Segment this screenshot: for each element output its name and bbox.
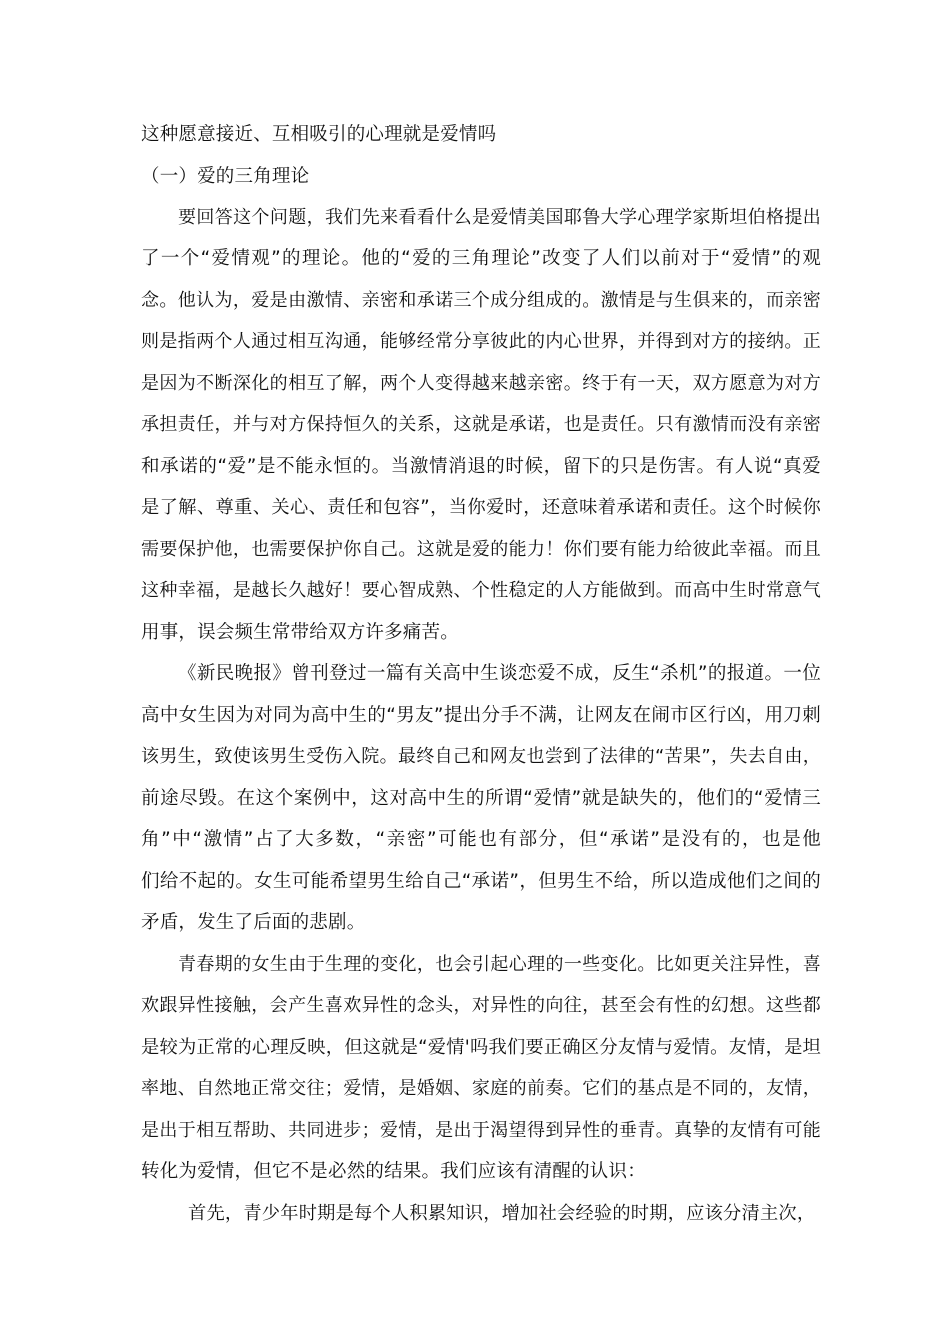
paragraph-1-line: 念。他认为，爱是由激情、亲密和承诺三个成分组成的。激情是与生俱来的，而亲密 bbox=[141, 290, 821, 311]
paragraph-3-line: 是出于相互帮助、共同进步；爱情，是出于渴望得到异性的垂青。真挚的友情有可能 bbox=[141, 1120, 821, 1141]
paragraph-1-line: 了一个“爱情观”的理论。他的“爱的三角理论”改变了人们以前对于“爱情”的观 bbox=[141, 248, 821, 269]
section-heading: （一）爱的三角理论 bbox=[141, 166, 310, 187]
paragraph-3-line: 青春期的女生由于生理的变化，也会引起心理的一些变化。比如更关注异性，喜 bbox=[178, 954, 821, 975]
paragraph-2-line: 该男生，致使该男生受伤入院。最终自己和网友也尝到了法律的“苦果”，失去自由， bbox=[141, 746, 821, 767]
paragraph-2-line: 前途尽毁。在这个案例中，这对高中生的所谓“爱情”就是缺失的，他们的“爱情三 bbox=[141, 788, 821, 809]
paragraph-1-line: 这种幸福，是越长久越好！要心智成熟、个性稳定的人方能做到。而高中生时常意气 bbox=[141, 580, 821, 601]
paragraph-1-line: 用事，误会频生常带给双方许多痛苦。 bbox=[141, 622, 459, 643]
paragraph-1-line: 则是指两个人通过相互沟通，能够经常分享彼此的内心世界，并得到对方的接纳。正 bbox=[141, 331, 821, 352]
paragraph-2-line: 矛盾，发生了后面的悲剧。 bbox=[141, 912, 366, 933]
paragraph-2-line: 高中女生因为对同为高中生的“男友”提出分手不满，让网友在闹市区行凶，用刀刺 bbox=[141, 705, 821, 726]
paragraph-2-line: 角”中“激情”占了大多数，“亲密”可能也有部分，但“承诺”是没有的，也是他 bbox=[141, 829, 821, 850]
paragraph-2-line: 《新民晚报》曾刊登过一篇有关高中生谈恋爱不成，反生“杀机”的报道。一位 bbox=[178, 663, 821, 684]
paragraph-1-line: 需要保护他，也需要保护你自己。这就是爱的能力！你们要有能力给彼此幸福。而且 bbox=[141, 539, 821, 560]
paragraph-3-line: 转化为爱情，但它不是必然的结果。我们应该有清醒的认识： bbox=[141, 1161, 646, 1182]
lead-line: 这种愿意接近、互相吸引的心理就是爱情吗 bbox=[141, 124, 497, 145]
paragraph-3-line: 是较为正常的心理反映，但这就是“爱情'吗我们要正确区分友情与爱情。友情，是坦 bbox=[141, 1037, 821, 1058]
paragraph-3-line: 率地、自然地正常交往；爱情，是婚姻、家庭的前奏。它们的基点是不同的，友情， bbox=[141, 1078, 821, 1099]
paragraph-1-line: 是了解、尊重、关心、责任和包容”，当你爱时，还意味着承诺和责任。这个时候你 bbox=[141, 497, 821, 518]
paragraph-2-line: 们给不起的。女生可能希望男生给自己“承诺”，但男生不给，所以造成他们之间的 bbox=[141, 871, 821, 892]
paragraph-1-line: 承担责任，并与对方保持恒久的关系，这就是承诺，也是责任。只有激情而没有亲密 bbox=[141, 414, 821, 435]
paragraph-1-line: 是因为不断深化的相互了解，两个人变得越来越亲密。终于有一天，双方愿意为对方 bbox=[141, 373, 821, 394]
paragraph-4-line: 首先，青少年时期是每个人积累知识，增加社会经验的时期，应该分清主次， bbox=[188, 1203, 816, 1224]
paragraph-3-line: 欢跟异性接触，会产生喜欢异性的念头，对异性的向往，甚至会有性的幻想。这些都 bbox=[141, 995, 821, 1016]
paragraph-1-line: 和承诺的“爱”是不能永恒的。当激情消退的时候，留下的只是伤害。有人说“真爱 bbox=[141, 456, 821, 477]
paragraph-1-line: 要回答这个问题，我们先来看看什么是爱情美国耶鲁大学心理学家斯坦伯格提出 bbox=[178, 207, 821, 228]
